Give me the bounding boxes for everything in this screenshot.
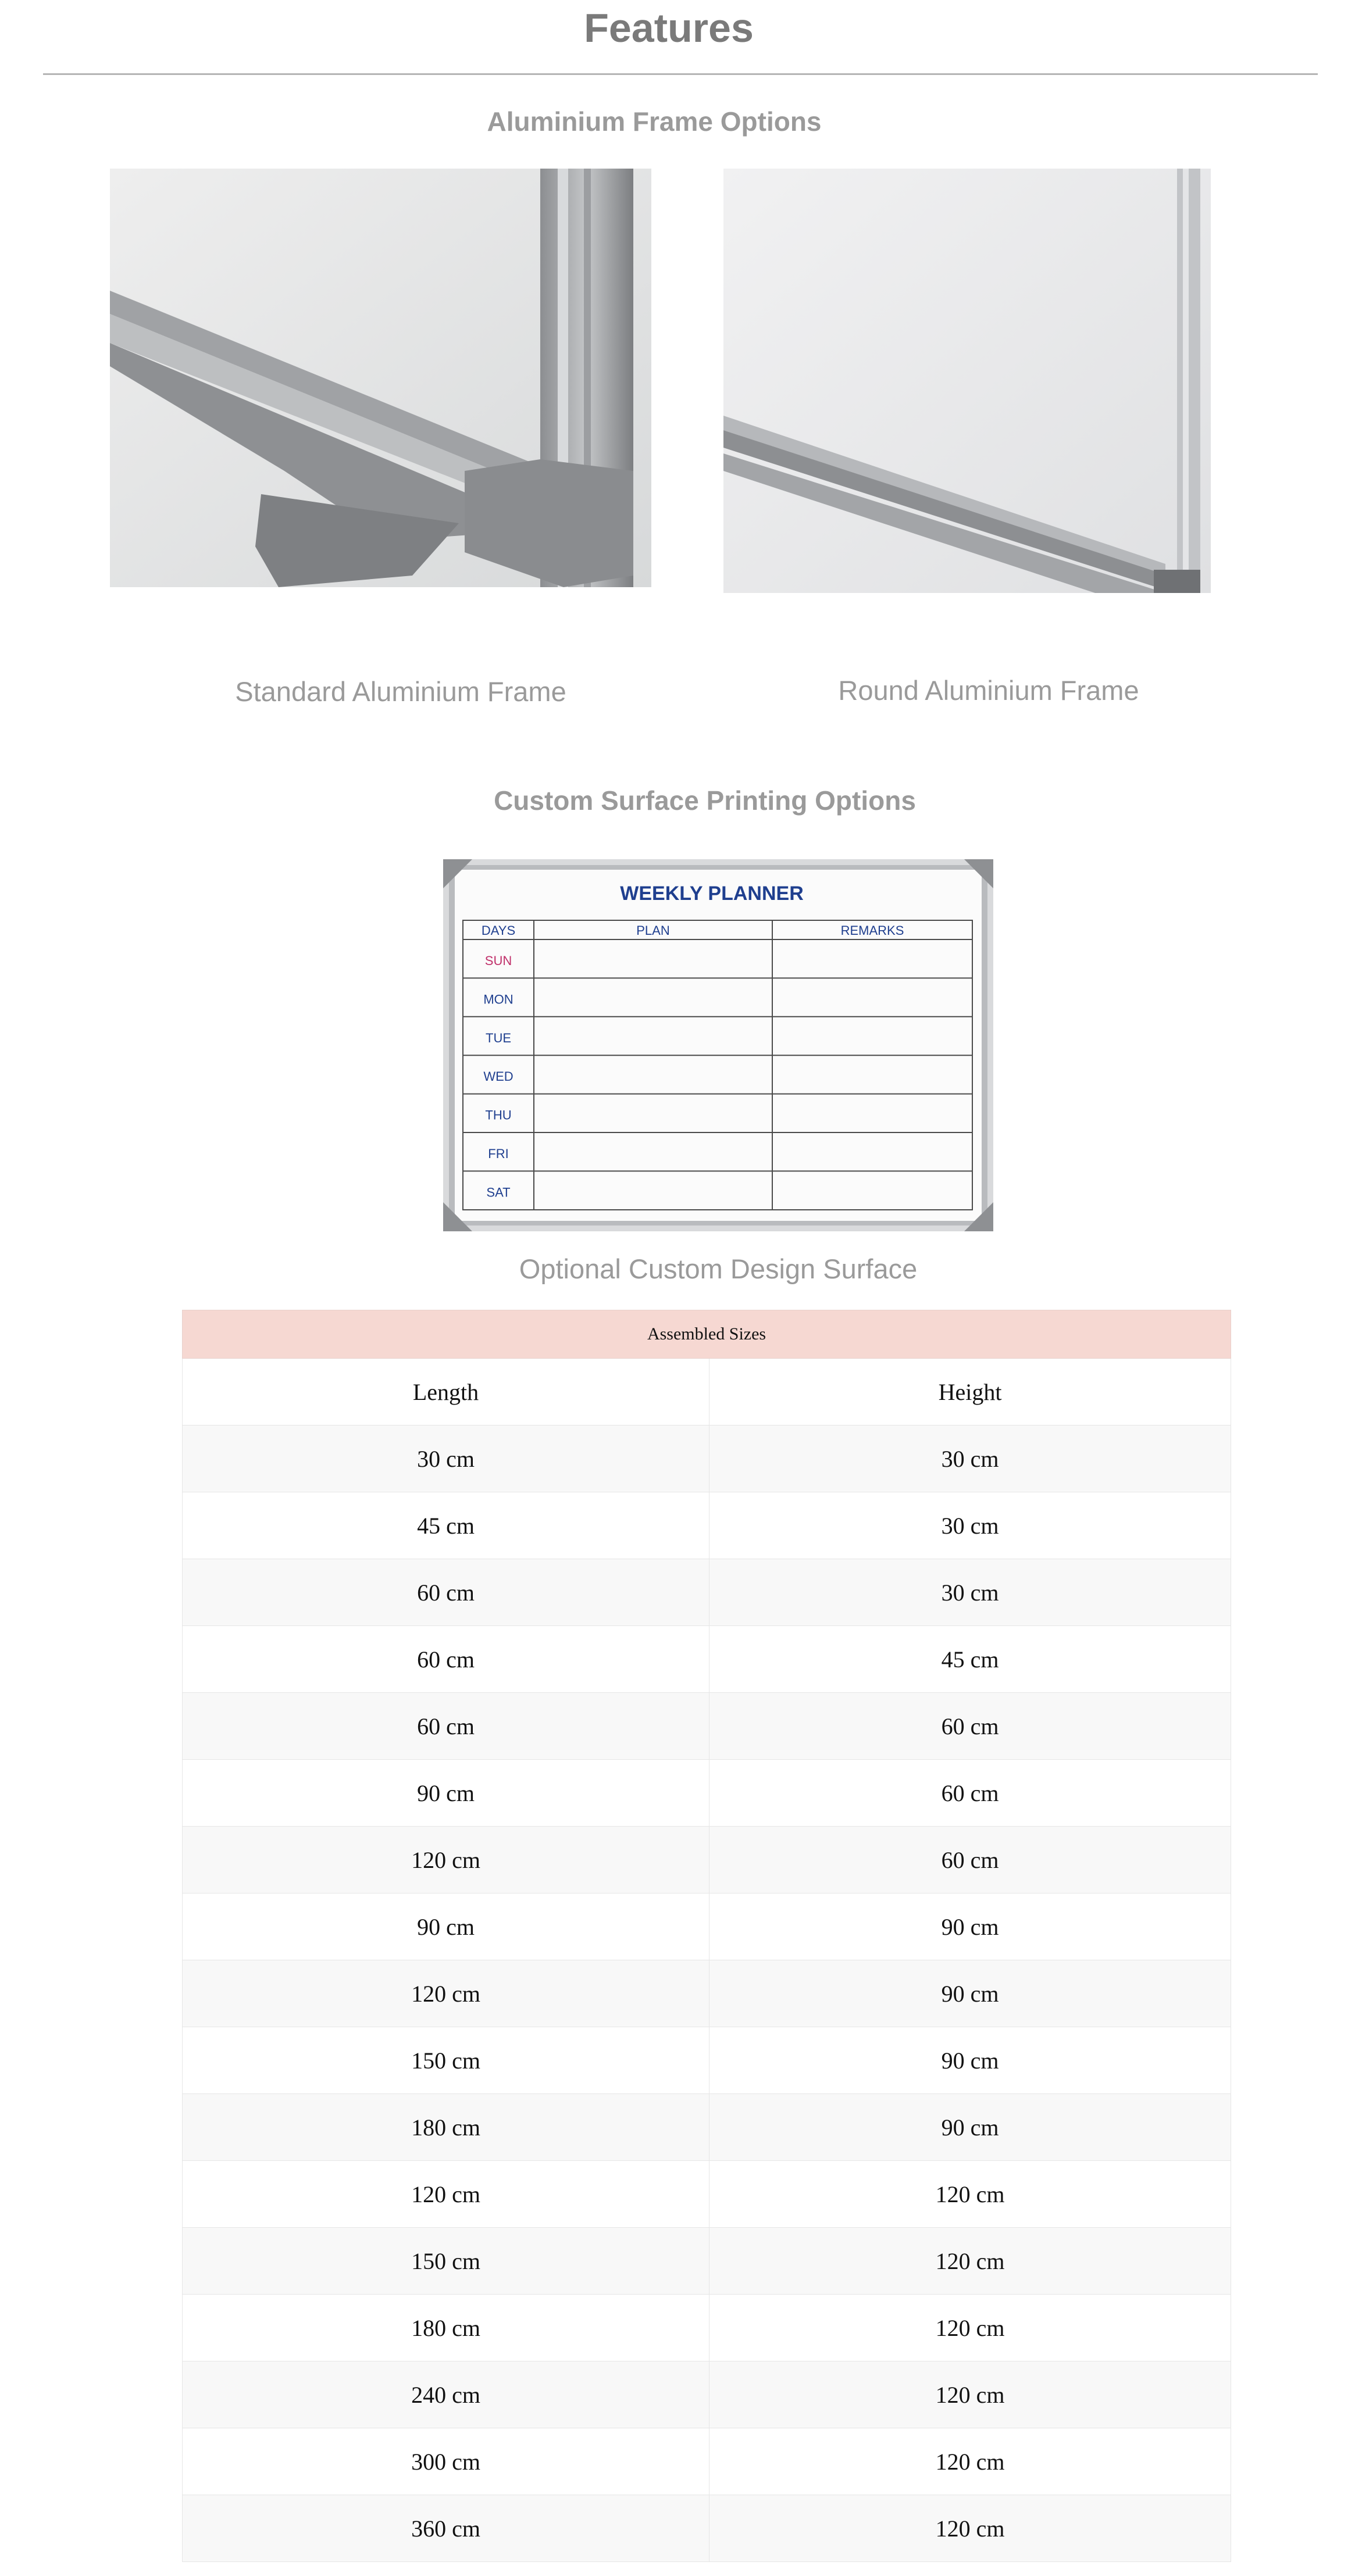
- surface-options-heading: Custom Surface Printing Options: [494, 785, 916, 816]
- standard-frame-photo: [110, 169, 651, 587]
- header-length: Length: [183, 1359, 709, 1425]
- height-cell: 30 cm: [709, 1492, 1231, 1559]
- length-cell: 30 cm: [183, 1425, 709, 1492]
- length-cell: 60 cm: [183, 1693, 709, 1760]
- weekly-planner-board: [443, 859, 993, 1231]
- length-cell: 360 cm: [183, 2495, 709, 2562]
- table-row: [183, 1893, 1231, 1960]
- title-divider: [43, 73, 1318, 75]
- length-cell: 120 cm: [183, 2161, 709, 2228]
- planner-col-remarks: REMARKS: [840, 923, 904, 938]
- length-cell: 180 cm: [183, 2295, 709, 2361]
- length-cell: 60 cm: [183, 1626, 709, 1693]
- height-cell: 90 cm: [709, 1960, 1231, 2027]
- length-cell: 90 cm: [183, 1893, 709, 1960]
- planner-title: WEEKLY PLANNER: [620, 883, 804, 905]
- length-cell: 240 cm: [183, 2361, 709, 2428]
- height-cell: 30 cm: [709, 1425, 1231, 1492]
- table-row: [183, 1559, 1231, 1626]
- height-cell: 45 cm: [709, 1626, 1231, 1693]
- length-cell: 300 cm: [183, 2428, 709, 2495]
- frame-options-heading: Aluminium Frame Options: [487, 106, 822, 137]
- table-row: [183, 2228, 1231, 2295]
- height-cell: 90 cm: [709, 1893, 1231, 1960]
- table-row: [183, 1626, 1231, 1693]
- height-cell: 60 cm: [709, 1693, 1231, 1760]
- table-row: [183, 2094, 1231, 2161]
- planner-day-label: MON: [483, 992, 514, 1007]
- table-row: [183, 1693, 1231, 1760]
- height-cell: 30 cm: [709, 1559, 1231, 1626]
- standard-frame-caption: Standard Aluminium Frame: [235, 676, 566, 707]
- height-cell: 120 cm: [709, 2228, 1231, 2295]
- table-row: [183, 1760, 1231, 1827]
- round-frame-caption: Round Aluminium Frame: [838, 675, 1139, 706]
- page-title: Features: [584, 5, 754, 51]
- length-cell: 120 cm: [183, 1827, 709, 1893]
- table-caption: Assembled Sizes: [183, 1310, 1231, 1359]
- table-header-row: [183, 1359, 1231, 1425]
- table-row: [183, 2161, 1231, 2228]
- height-cell: 120 cm: [709, 2428, 1231, 2495]
- length-cell: 60 cm: [183, 1559, 709, 1626]
- table-row: [183, 1492, 1231, 1559]
- round-frame-photo: [723, 169, 1211, 593]
- height-cell: 60 cm: [709, 1827, 1231, 1893]
- length-cell: 150 cm: [183, 2228, 709, 2295]
- length-cell: 45 cm: [183, 1492, 709, 1559]
- table-row: [183, 2495, 1231, 2562]
- table-row: [183, 1425, 1231, 1492]
- length-cell: 180 cm: [183, 2094, 709, 2161]
- height-cell: 60 cm: [709, 1760, 1231, 1827]
- table-row: [183, 2295, 1231, 2361]
- height-cell: 120 cm: [709, 2495, 1231, 2562]
- height-cell: 90 cm: [709, 2027, 1231, 2094]
- planner-day-label: WED: [483, 1069, 514, 1084]
- planner-day-label: SAT: [486, 1185, 511, 1200]
- header-height: Height: [709, 1359, 1231, 1425]
- custom-surface-caption: Optional Custom Design Surface: [519, 1253, 918, 1284]
- planner-col-days: DAYS: [481, 923, 516, 938]
- length-cell: 150 cm: [183, 2027, 709, 2094]
- height-cell: 120 cm: [709, 2361, 1231, 2428]
- table-row: [183, 1960, 1231, 2027]
- table-row: [183, 2428, 1231, 2495]
- assembled-sizes-table: [182, 1310, 1231, 2562]
- table-row: [183, 2027, 1231, 2094]
- planner-day-label: TUE: [486, 1030, 511, 1045]
- height-cell: 120 cm: [709, 2295, 1231, 2361]
- planner-day-label: THU: [485, 1107, 512, 1123]
- height-cell: 120 cm: [709, 2161, 1231, 2228]
- length-cell: 90 cm: [183, 1760, 709, 1827]
- length-cell: 120 cm: [183, 1960, 709, 2027]
- planner-col-plan: PLAN: [636, 923, 670, 938]
- height-cell: 90 cm: [709, 2094, 1231, 2161]
- planner-day-label: SUN: [484, 953, 512, 968]
- table-row: [183, 1827, 1231, 1893]
- planner-day-label: FRI: [488, 1146, 509, 1161]
- table-row: [183, 2361, 1231, 2428]
